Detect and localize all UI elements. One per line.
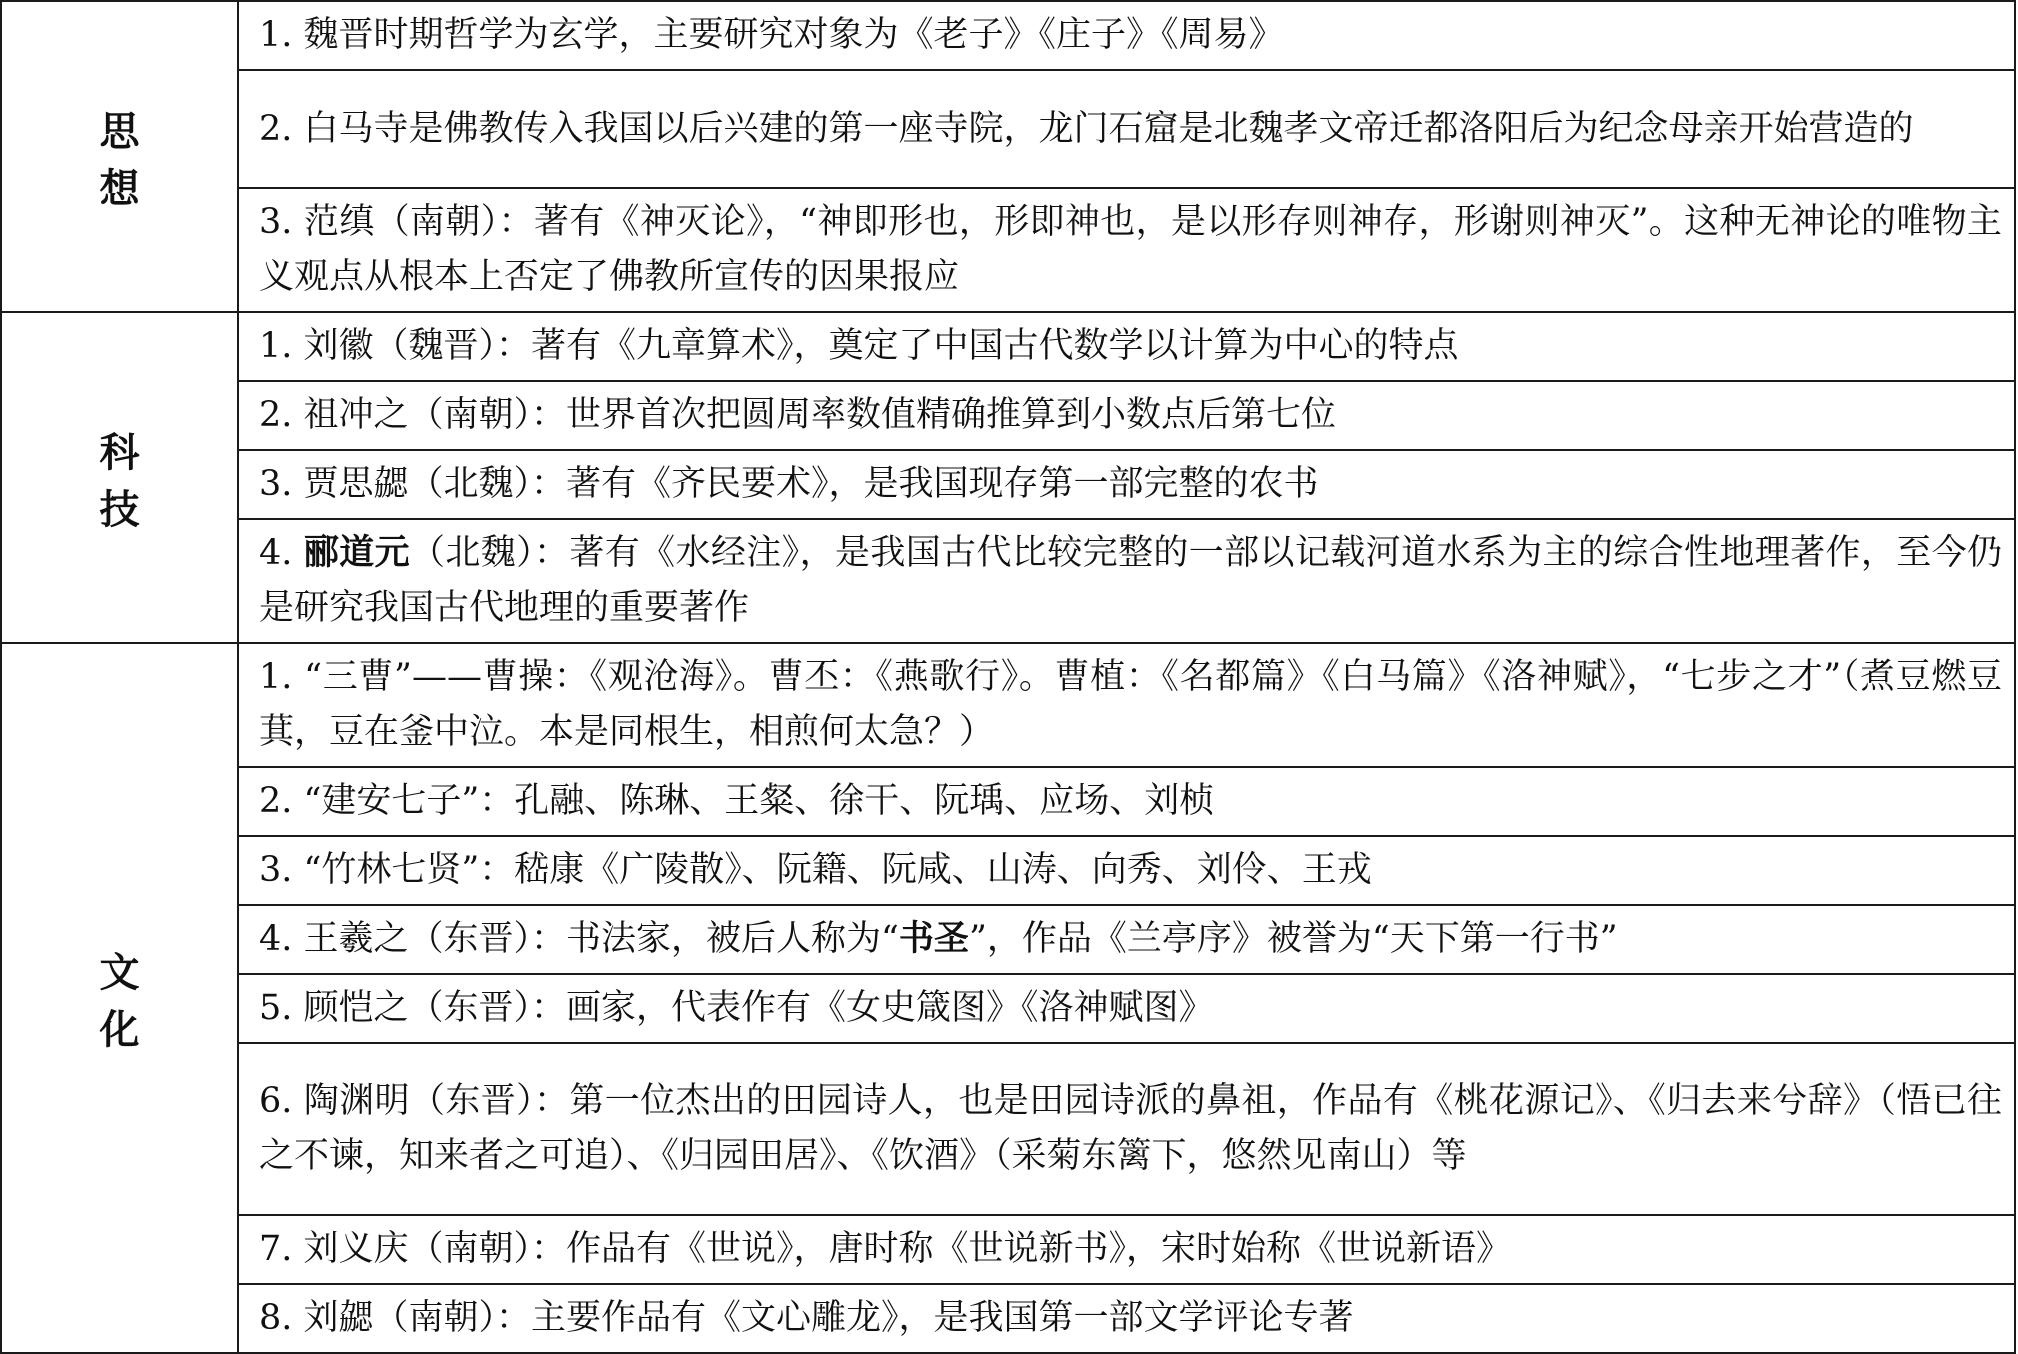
category-cell-technology: 科 技 [1,312,238,643]
entry-text: 4. [259,533,304,573]
entry-text: 1. “三曹”——曹操：《观沧海》。曹丕：《燕歌行》。曹植：《名都篇》《白马篇》《洛神赋》，“七步之才”（煮豆燃豆萁，豆在釜中泣。本是同根生，相煎何太急？） [259,657,2002,752]
category-cell-culture: 文 化 [1,643,238,1353]
table-row [1,905,2015,974]
entry-text: ”，作品《兰亭序》被誉为“天下第一行书” [968,919,1618,959]
entry-text: 4. 王羲之（东晋）：书法家，被后人称为“ [259,919,899,959]
emphasized-text: 郦道元 [303,533,411,573]
entry-cell [238,1043,2015,1215]
entry-cell [238,381,2015,450]
table-row [1,1043,2015,1215]
table-row [1,188,2015,312]
entry-text: 8. 刘勰（南朝）：主要作品有《文心雕龙》，是我国第一部文学评论专著 [259,1298,1354,1338]
entry-cell [238,188,2015,312]
table-row [1,974,2015,1043]
entry-cell [238,70,2015,188]
entry-cell [238,519,2015,643]
table-row [1,312,2015,381]
entry-cell [238,450,2015,519]
table-body [1,1,2015,1353]
entry-cell [238,836,2015,905]
entry-text: 1. 刘徽（魏晋）：著有《九章算术》，奠定了中国古代数学以计算为中心的特点 [259,326,1459,366]
table-row [1,1215,2015,1284]
entry-cell [238,1215,2015,1284]
entry-cell [238,905,2015,974]
entry-text: 3. 贾思勰（北魏）：著有《齐民要术》，是我国现存第一部完整的农书 [259,464,1319,504]
table-row [1,643,2015,767]
entry-cell [238,767,2015,836]
entry-text: 6. 陶渊明（东晋）：第一位杰出的田园诗人，也是田园诗派的鼻祖，作品有《桃花源记》、《归去来兮辞》（悟已往之不谏，知来者之可追）、《归园田居》、《饮酒》（采菊东篱下，悠然见南山）等 [259,1081,2002,1176]
entry-text: 2. 祖冲之（南朝）：世界首次把圆周率数值精确推算到小数点后第七位 [259,395,1337,435]
entry-cell [238,312,2015,381]
entry-cell [238,1,2015,70]
table-row [1,1,2015,70]
table-row [1,381,2015,450]
category-cell-thought: 思 想 [1,1,238,312]
entry-cell [238,643,2015,767]
entry-text: 3. “竹林七贤”：嵇康《广陵散》、阮籍、阮咸、山涛、向秀、刘伶、王戎 [259,850,1372,890]
entry-text: 7. 刘义庆（南朝）：作品有《世说》，唐时称《世说新书》，宋时始称《世说新语》 [259,1229,1512,1269]
emphasized-text: 书圣 [898,919,969,959]
table-row [1,767,2015,836]
table-row [1,519,2015,643]
entry-text: （北魏）：著有《水经注》，是我国古代比较完整的一部以记载河道水系为主的综合性地理著作，至今仍是研究我国古代地理的重要著作 [259,533,2002,628]
table-row [1,836,2015,905]
entry-text: 1. 魏晋时期哲学为玄学，主要研究对象为《老子》《庄子》《周易》 [259,15,1284,55]
entry-cell [238,1284,2015,1353]
table-row [1,450,2015,519]
table-row [1,1284,2015,1353]
entry-text: 3. 范缜（南朝）：著有《神灭论》，“神即形也，形即神也，是以形存则神存，形谢则神灭”。这种无神论的唯物主义观点从根本上否定了佛教所宣传的因果报应 [259,202,2002,297]
entry-text: 2. “建安七子”：孔融、陈琳、王粲、徐干、阮瑀、应场、刘桢 [259,781,1215,821]
entry-cell [238,974,2015,1043]
entry-text: 2. 白马寺是佛教传入我国以后兴建的第一座寺院，龙门石窟是北魏孝文帝迁都洛阳后为纪念母亲开始营造的 [259,108,1914,149]
table-row [1,70,2015,188]
entry-text: 5. 顾恺之（东晋）：画家，代表作有《女史箴图》《洛神赋图》 [259,988,1214,1028]
